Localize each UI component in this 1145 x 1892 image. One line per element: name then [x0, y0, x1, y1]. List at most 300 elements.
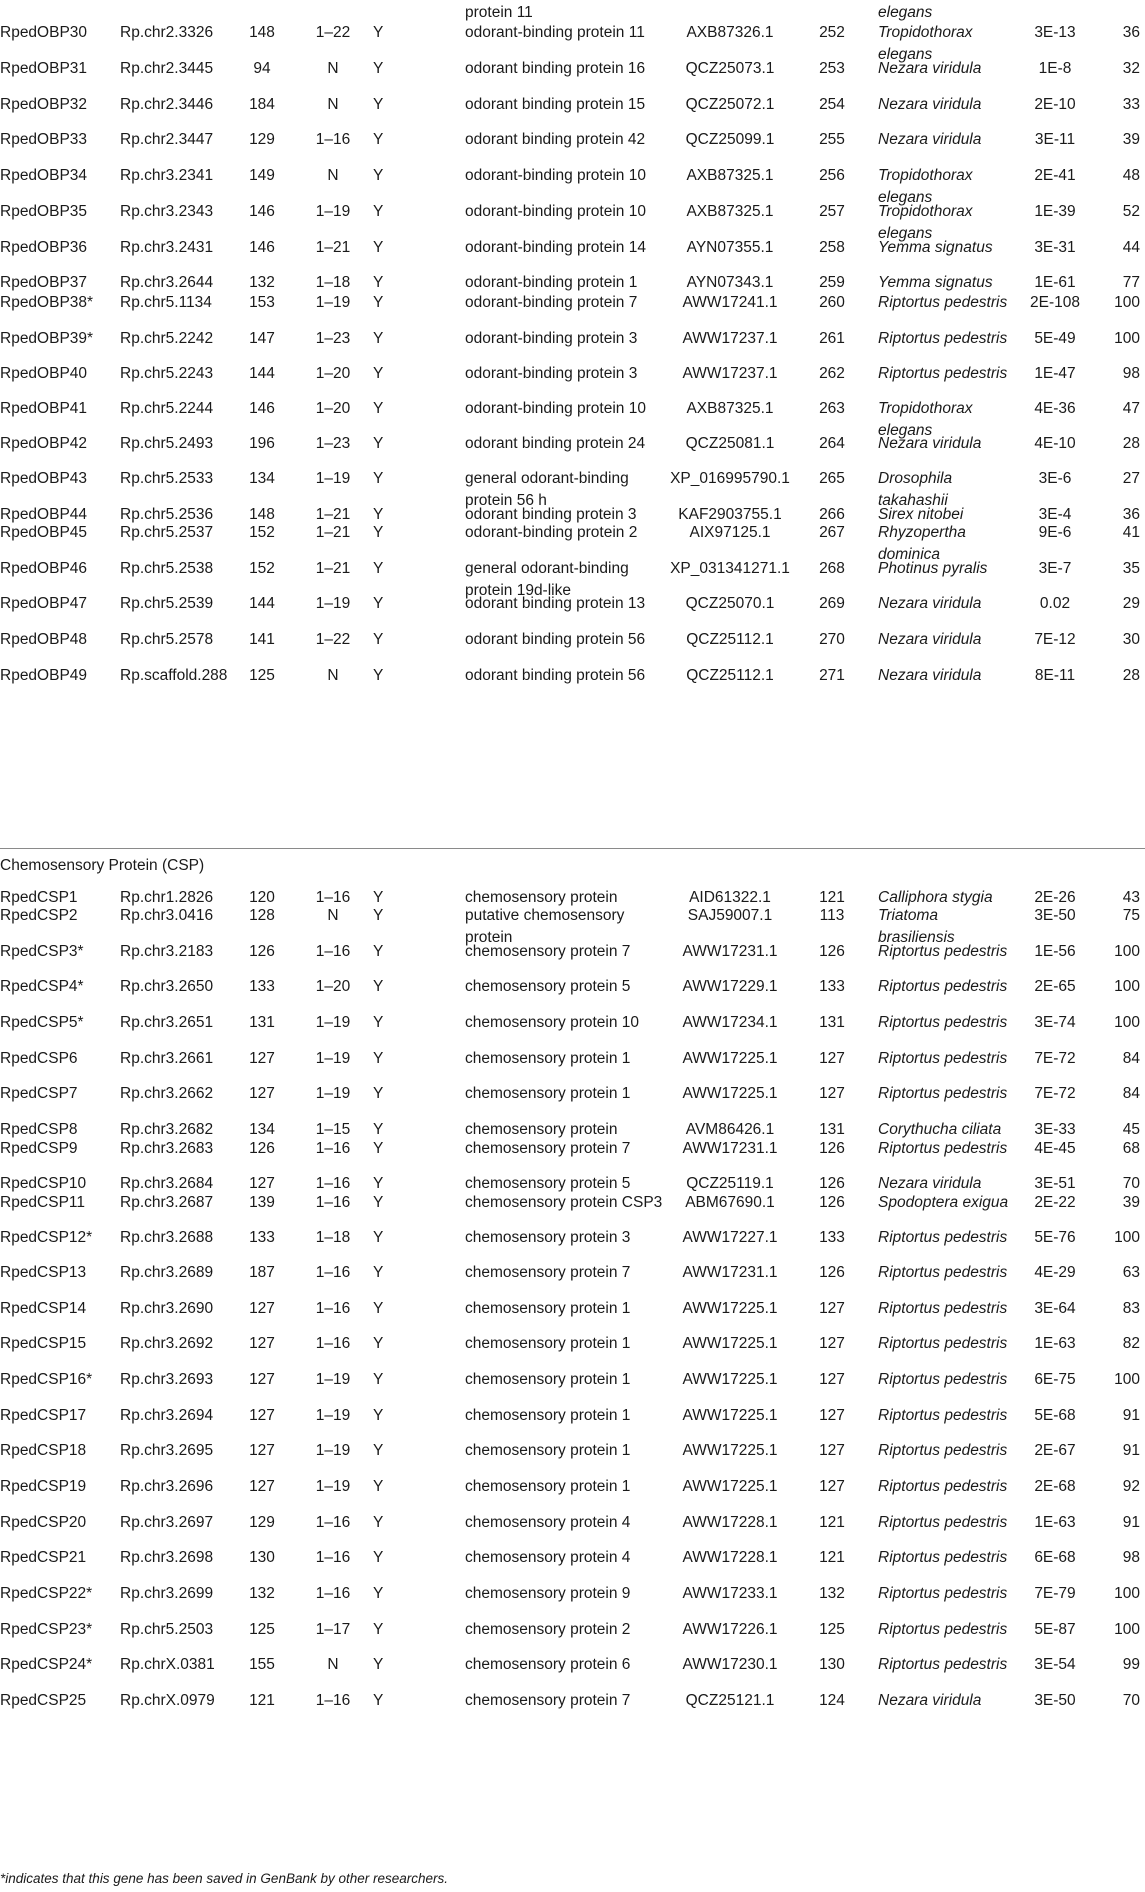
accession-number: AWW17230.1 — [682, 1656, 778, 1673]
best-hit-description: odorant-binding protein 14 — [465, 239, 646, 256]
signal-peptide: 1–19 — [315, 1442, 351, 1459]
accession-number: AWW17228.1 — [682, 1549, 778, 1566]
accession-number: QCZ25073.1 — [685, 60, 775, 77]
full-length: Y — [373, 1335, 384, 1352]
species-name: Nezara viridula — [878, 60, 982, 77]
gene-name: RpedCSP17 — [0, 1407, 87, 1424]
e-value: 5E-76 — [1034, 1229, 1076, 1246]
best-hit-description: chemosensory protein 1 — [465, 1371, 631, 1388]
locus-id: Rp.chr3.2694 — [120, 1407, 214, 1424]
hit-length: 126 — [819, 943, 845, 960]
best-hit-description: chemosensory protein 5 — [465, 978, 631, 995]
protein-length: 139 — [249, 1194, 275, 1211]
signal-peptide: 1–19 — [315, 1085, 351, 1102]
accession-number: QCZ25112.1 — [686, 667, 774, 684]
e-value: 3E-4 — [1038, 506, 1072, 523]
locus-id: Rp.chr3.2692 — [120, 1335, 214, 1352]
species-name: Nezara viridula — [878, 435, 982, 452]
protein-length: 127 — [249, 1335, 275, 1352]
identity-percent: 91 — [1122, 1442, 1140, 1459]
accession-number: AWW17225.1 — [682, 1442, 778, 1459]
signal-peptide: 1–16 — [315, 1300, 351, 1317]
best-hit-description: odorant-binding protein 10 — [465, 167, 646, 184]
protein-length: 127 — [249, 1478, 275, 1495]
best-hit-description: chemosensory protein 3 — [465, 1229, 631, 1246]
e-value: 7E-12 — [1034, 631, 1076, 648]
signal-peptide: 1–16 — [315, 1335, 351, 1352]
identity-percent: 33 — [1122, 96, 1140, 113]
identity-percent: 28 — [1122, 667, 1140, 684]
hit-length: 131 — [819, 1121, 845, 1138]
species-name: Corythucha ciliata — [878, 1121, 1002, 1138]
e-value: 3E-50 — [1034, 1692, 1076, 1709]
e-value: 6E-68 — [1034, 1549, 1076, 1566]
section-divider — [0, 848, 1145, 849]
species-name: Riptortus pedestris — [878, 1264, 1008, 1281]
identity-percent: 36 — [1122, 24, 1140, 41]
accession-number: QCZ25070.1 — [685, 595, 775, 612]
e-value: 1E-47 — [1034, 365, 1076, 382]
accession-number: AWW17227.1 — [682, 1229, 778, 1246]
hit-length: 127 — [819, 1050, 845, 1067]
accession-number: AWW17229.1 — [682, 978, 778, 995]
species-name: Triatoma brasiliensis — [878, 907, 955, 946]
signal-peptide: 1–16 — [315, 1514, 351, 1531]
signal-peptide: 1–16 — [315, 889, 351, 906]
accession-number: AID61322.1 — [689, 889, 771, 906]
best-hit-description: chemosensory protein — [465, 889, 618, 906]
hit-length: 113 — [819, 907, 845, 924]
protein-length: 120 — [249, 889, 275, 906]
locus-id: Rp.chr3.2341 — [120, 167, 214, 184]
best-hit-description: chemosensory protein 1 — [465, 1478, 631, 1495]
locus-id: Rp.chr2.3447 — [120, 131, 214, 148]
protein-length: 127 — [249, 1175, 275, 1192]
hit-length: 126 — [819, 1140, 845, 1157]
gene-name: RpedCSP12* — [0, 1229, 93, 1246]
protein-length: 126 — [249, 1140, 275, 1157]
signal-peptide: 1–19 — [315, 595, 351, 612]
identity-percent: 84 — [1122, 1050, 1140, 1067]
species-name: Nezara viridula — [878, 131, 982, 148]
e-value: 3E-13 — [1034, 24, 1076, 41]
accession-number: AWW17225.1 — [682, 1300, 778, 1317]
best-hit-description: chemosensory protein 1 — [465, 1050, 631, 1067]
e-value: 3E-51 — [1034, 1175, 1076, 1192]
signal-peptide: N — [327, 907, 339, 924]
gene-name: RpedCSP22* — [0, 1585, 93, 1602]
identity-percent: 43 — [1122, 889, 1140, 906]
gene-name: RpedOBP40 — [0, 365, 88, 382]
locus-id: Rp.chr5.2578 — [120, 631, 214, 648]
locus-id: Rp.chr5.1134 — [120, 294, 212, 311]
species-name: Riptortus pedestris — [878, 330, 1008, 347]
e-value: 5E-49 — [1034, 330, 1076, 347]
locus-id: Rp.chr3.2693 — [120, 1371, 214, 1388]
signal-peptide: 1–21 — [315, 506, 351, 523]
locus-id: Rp.chr1.2826 — [120, 889, 214, 906]
full-length: Y — [373, 96, 384, 113]
hit-length: 121 — [819, 1549, 845, 1566]
e-value: 2E-22 — [1034, 1194, 1076, 1211]
identity-percent: 28 — [1122, 435, 1140, 452]
best-hit-description: odorant-binding protein 10 — [465, 400, 646, 417]
e-value: 3E-54 — [1034, 1656, 1076, 1673]
full-length: Y — [373, 400, 384, 417]
e-value: 2E-68 — [1034, 1478, 1076, 1495]
species-name: Yemma signatus — [878, 239, 993, 256]
protein-length: 148 — [249, 506, 275, 523]
gene-name: RpedOBP47 — [0, 595, 88, 612]
signal-peptide: 1–21 — [315, 524, 351, 541]
species-name: Rhyzopertha dominica — [878, 524, 966, 563]
locus-id: Rp.chr5.2244 — [120, 400, 214, 417]
full-length: Y — [373, 1585, 384, 1602]
signal-peptide: 1–20 — [315, 978, 351, 995]
best-hit-description: odorant-binding protein 2 — [465, 524, 638, 541]
signal-peptide: 1–23 — [315, 330, 351, 347]
species-name: Riptortus pedestris — [878, 978, 1008, 995]
species-name: Nezara viridula — [878, 1692, 982, 1709]
accession-number: XP_031341271.1 — [670, 560, 790, 577]
species-name: elegans — [878, 4, 933, 21]
e-value: 2E-67 — [1034, 1442, 1076, 1459]
full-length: Y — [373, 203, 384, 220]
best-hit-description: chemosensory protein 1 — [465, 1407, 631, 1424]
gene-name: RpedCSP20 — [0, 1514, 87, 1531]
e-value: 1E-56 — [1034, 943, 1076, 960]
locus-id: Rp.chrX.0979 — [120, 1692, 215, 1709]
e-value: 1E-63 — [1034, 1335, 1076, 1352]
hit-length: 124 — [819, 1692, 845, 1709]
signal-peptide: N — [327, 1656, 339, 1673]
full-length: Y — [373, 1085, 384, 1102]
protein-length: 146 — [249, 239, 275, 256]
full-length: Y — [373, 294, 384, 311]
best-hit-description: putative chemosensory protein — [465, 907, 625, 946]
signal-peptide: 1–19 — [315, 294, 351, 311]
hit-length: 131 — [819, 1014, 845, 1031]
gene-name: RpedCSP2 — [0, 907, 78, 924]
accession-number: AWW17237.1 — [682, 365, 778, 382]
gene-name: RpedOBP49 — [0, 667, 88, 684]
species-name: Photinus pyralis — [878, 560, 988, 577]
best-hit-description: odorant binding protein 42 — [465, 131, 646, 148]
signal-peptide: 1–20 — [315, 365, 351, 382]
identity-percent: 45 — [1122, 1121, 1140, 1138]
best-hit-description: chemosensory protein CSP3 — [465, 1194, 663, 1211]
signal-peptide: 1–19 — [315, 1014, 351, 1031]
e-value: 7E-72 — [1034, 1050, 1076, 1067]
hit-length: 260 — [819, 294, 845, 311]
gene-name: RpedCSP11 — [0, 1194, 86, 1211]
accession-number: AWW17225.1 — [682, 1371, 778, 1388]
gene-name: RpedOBP32 — [0, 96, 88, 113]
gene-name: RpedCSP6 — [0, 1050, 78, 1067]
best-hit-description: odorant-binding protein 3 — [465, 330, 638, 347]
accession-number: KAF2903755.1 — [678, 506, 782, 523]
hit-length: 127 — [819, 1371, 845, 1388]
identity-percent: 100 — [1114, 330, 1140, 347]
gene-name: RpedCSP18 — [0, 1442, 87, 1459]
identity-percent: 48 — [1122, 167, 1140, 184]
full-length: Y — [373, 1121, 384, 1138]
full-length: Y — [373, 167, 384, 184]
full-length: Y — [373, 1140, 384, 1157]
hit-length: 133 — [819, 978, 845, 995]
species-name: Riptortus pedestris — [878, 1442, 1008, 1459]
protein-length: 144 — [249, 365, 275, 382]
gene-name: RpedCSP8 — [0, 1121, 78, 1138]
full-length: Y — [373, 1621, 384, 1638]
identity-percent: 52 — [1122, 203, 1140, 220]
identity-percent: 83 — [1122, 1300, 1140, 1317]
best-hit-description: general odorant-binding protein 19d-like — [465, 560, 629, 599]
accession-number: SAJ59007.1 — [687, 907, 773, 924]
hit-length: 266 — [819, 506, 845, 523]
hit-length: 126 — [819, 1175, 845, 1192]
accession-number: AWW17225.1 — [682, 1050, 778, 1067]
locus-id: Rp.chr3.2431 — [120, 239, 214, 256]
protein-length: 126 — [249, 943, 275, 960]
identity-percent: 70 — [1122, 1175, 1140, 1192]
species-name: Sirex nitobei — [878, 506, 964, 523]
e-value: 3E-6 — [1038, 470, 1072, 487]
hit-length: 265 — [819, 470, 845, 487]
best-hit-description: chemosensory protein 2 — [465, 1621, 631, 1638]
identity-percent: 39 — [1122, 131, 1140, 148]
signal-peptide: 1–22 — [315, 631, 351, 648]
gene-name: RpedOBP33 — [0, 131, 88, 148]
best-hit-description: odorant binding protein 13 — [465, 595, 646, 612]
hit-length: 132 — [819, 1585, 845, 1602]
full-length: Y — [373, 435, 384, 452]
accession-number: QCZ25081.1 — [685, 435, 775, 452]
identity-percent: 84 — [1122, 1085, 1140, 1102]
full-length: Y — [373, 1371, 384, 1388]
e-value: 2E-41 — [1034, 167, 1076, 184]
full-length: Y — [373, 889, 384, 906]
hit-length: 127 — [819, 1085, 845, 1102]
locus-id: Rp.chr3.2682 — [120, 1121, 214, 1138]
protein-length: 133 — [249, 978, 275, 995]
protein-length: 187 — [249, 1264, 275, 1281]
signal-peptide: 1–16 — [315, 1264, 351, 1281]
best-hit-description: chemosensory protein — [465, 1121, 618, 1138]
signal-peptide: 1–18 — [315, 274, 351, 291]
full-length: Y — [373, 560, 384, 577]
hit-length: 269 — [819, 595, 845, 612]
species-name: Riptortus pedestris — [878, 1335, 1008, 1352]
species-name: Nezara viridula — [878, 595, 982, 612]
hit-length: 253 — [819, 60, 845, 77]
species-name: Riptortus pedestris — [878, 1407, 1008, 1424]
accession-number: AWW17225.1 — [682, 1335, 778, 1352]
identity-percent: 98 — [1122, 1549, 1140, 1566]
identity-percent: 63 — [1122, 1264, 1140, 1281]
protein-length: 141 — [249, 631, 275, 648]
gene-name: RpedOBP36 — [0, 239, 88, 256]
identity-percent: 44 — [1122, 239, 1140, 256]
locus-id: Rp.chr3.2690 — [120, 1300, 214, 1317]
locus-id: Rp.chr3.2684 — [120, 1175, 214, 1192]
best-hit-description: protein 11 — [465, 4, 533, 21]
identity-percent: 98 — [1122, 365, 1140, 382]
best-hit-description: odorant-binding protein 1 — [465, 274, 638, 291]
gene-name: RpedOBP45 — [0, 524, 88, 541]
locus-id: Rp.chr3.2698 — [120, 1549, 214, 1566]
signal-peptide: 1–19 — [315, 1478, 351, 1495]
full-length: Y — [373, 1300, 384, 1317]
full-length: Y — [373, 631, 384, 648]
protein-length: 127 — [249, 1085, 275, 1102]
full-length: Y — [373, 239, 384, 256]
signal-peptide: N — [327, 667, 339, 684]
signal-peptide: 1–19 — [315, 470, 351, 487]
best-hit-description: chemosensory protein 10 — [465, 1014, 640, 1031]
gene-name: RpedOBP48 — [0, 631, 88, 648]
species-name: Nezara viridula — [878, 1175, 982, 1192]
locus-id: Rp.chr2.3326 — [120, 24, 214, 41]
best-hit-description: chemosensory protein 5 — [465, 1175, 631, 1192]
gene-name: RpedOBP39* — [0, 330, 94, 347]
signal-peptide: 1–19 — [315, 1371, 351, 1388]
gene-name: RpedOBP44 — [0, 506, 88, 523]
e-value: 5E-68 — [1034, 1407, 1076, 1424]
species-name: Riptortus pedestris — [878, 1585, 1008, 1602]
protein-length: 152 — [249, 560, 275, 577]
hit-length: 271 — [819, 667, 845, 684]
full-length: Y — [373, 1407, 384, 1424]
signal-peptide: 1–18 — [315, 1229, 351, 1246]
hit-length: 126 — [819, 1194, 845, 1211]
identity-percent: 30 — [1122, 631, 1140, 648]
species-name: Tropidothorax elegans — [878, 167, 973, 206]
locus-id: Rp.chr3.2697 — [120, 1514, 214, 1531]
full-length: Y — [373, 595, 384, 612]
identity-percent: 32 — [1122, 60, 1140, 77]
protein-length: 146 — [249, 203, 275, 220]
table-footnote: *indicates that this gene has been saved in GenBank by other researchers. — [0, 1871, 449, 1886]
hit-length: 127 — [819, 1478, 845, 1495]
locus-id: Rp.chr3.2343 — [120, 203, 214, 220]
locus-id: Rp.chr5.2242 — [120, 330, 214, 347]
hit-length: 127 — [819, 1300, 845, 1317]
species-name: Riptortus pedestris — [878, 1140, 1008, 1157]
locus-id: Rp.chr3.2695 — [120, 1442, 214, 1459]
full-length: Y — [373, 943, 384, 960]
e-value: 1E-39 — [1034, 203, 1076, 220]
full-length: Y — [373, 1514, 384, 1531]
locus-id: Rp.chr2.3445 — [120, 60, 214, 77]
full-length: Y — [373, 1692, 384, 1709]
locus-id: Rp.chr5.2536 — [120, 506, 214, 523]
protein-length: 127 — [249, 1407, 275, 1424]
gene-name: RpedCSP10 — [0, 1175, 87, 1192]
e-value: 3E-74 — [1034, 1014, 1076, 1031]
locus-id: Rp.chr3.2699 — [120, 1585, 214, 1602]
identity-percent: 75 — [1122, 907, 1140, 924]
best-hit-description: chemosensory protein 7 — [465, 1264, 631, 1281]
locus-id: Rp.chr5.2503 — [120, 1621, 214, 1638]
best-hit-description: odorant-binding protein 3 — [465, 365, 638, 382]
gene-name: RpedCSP1 — [0, 889, 78, 906]
accession-number: XP_016995790.1 — [670, 470, 790, 487]
protein-length: 127 — [249, 1371, 275, 1388]
gene-name: RpedCSP24* — [0, 1656, 93, 1673]
signal-peptide: 1–16 — [315, 1175, 351, 1192]
signal-peptide: 1–21 — [315, 560, 351, 577]
signal-peptide: N — [327, 60, 339, 77]
protein-length: 147 — [249, 330, 275, 347]
e-value: 3E-31 — [1034, 239, 1076, 256]
identity-percent: 68 — [1122, 1140, 1140, 1157]
species-name: Drosophila takahashii — [878, 470, 953, 509]
accession-number: QCZ25119.1 — [686, 1175, 774, 1192]
hit-length: 262 — [819, 365, 845, 382]
accession-number: QCZ25072.1 — [685, 96, 775, 113]
hit-length: 255 — [819, 131, 845, 148]
e-value: 4E-29 — [1034, 1264, 1076, 1281]
best-hit-description: chemosensory protein 7 — [465, 1140, 631, 1157]
best-hit-description: chemosensory protein 4 — [465, 1514, 631, 1531]
locus-id: Rp.chr3.0416 — [120, 907, 214, 924]
locus-id: Rp.chr5.2493 — [120, 435, 214, 452]
hit-length: 268 — [819, 560, 845, 577]
accession-number: AYN07343.1 — [686, 274, 774, 291]
best-hit-description: chemosensory protein 9 — [465, 1585, 631, 1602]
species-name: Riptortus pedestris — [878, 1514, 1008, 1531]
full-length: Y — [373, 365, 384, 382]
gene-name: RpedOBP35 — [0, 203, 88, 220]
gene-name: RpedCSP21 — [0, 1549, 87, 1566]
accession-number: AWW17237.1 — [682, 330, 778, 347]
protein-length: 127 — [249, 1050, 275, 1067]
protein-length: 125 — [249, 667, 275, 684]
hit-length: 252 — [819, 24, 845, 41]
hit-length: 259 — [819, 274, 845, 291]
signal-peptide: N — [327, 96, 339, 113]
best-hit-description: odorant binding protein 56 — [465, 631, 646, 648]
gene-name: RpedCSP3* — [0, 943, 84, 960]
e-value: 4E-10 — [1034, 435, 1076, 452]
gene-name: RpedOBP41 — [0, 400, 88, 417]
full-length: Y — [373, 131, 384, 148]
best-hit-description: chemosensory protein 1 — [465, 1335, 631, 1352]
locus-id: Rp.chr3.2687 — [120, 1194, 214, 1211]
csp-section-heading: Chemosensory Protein (CSP) — [0, 857, 205, 874]
full-length: Y — [373, 978, 384, 995]
gene-name: RpedCSP25 — [0, 1692, 87, 1709]
species-name: Riptortus pedestris — [878, 1371, 1008, 1388]
full-length: Y — [373, 60, 384, 77]
full-length: Y — [373, 470, 384, 487]
protein-length: 131 — [249, 1014, 275, 1031]
protein-length: 153 — [249, 294, 275, 311]
hit-length: 130 — [819, 1656, 845, 1673]
protein-length: 127 — [249, 1442, 275, 1459]
hit-length: 257 — [819, 203, 845, 220]
signal-peptide: 1–20 — [315, 400, 351, 417]
best-hit-description: general odorant-binding protein 56 h — [465, 470, 629, 509]
locus-id: Rp.scaffold.288 — [120, 667, 228, 684]
protein-length: 155 — [249, 1656, 275, 1673]
signal-peptide: 1–16 — [315, 943, 351, 960]
signal-peptide: 1–16 — [315, 1194, 351, 1211]
signal-peptide: 1–17 — [315, 1621, 351, 1638]
identity-percent: 100 — [1114, 1371, 1140, 1388]
full-length: Y — [373, 907, 384, 924]
